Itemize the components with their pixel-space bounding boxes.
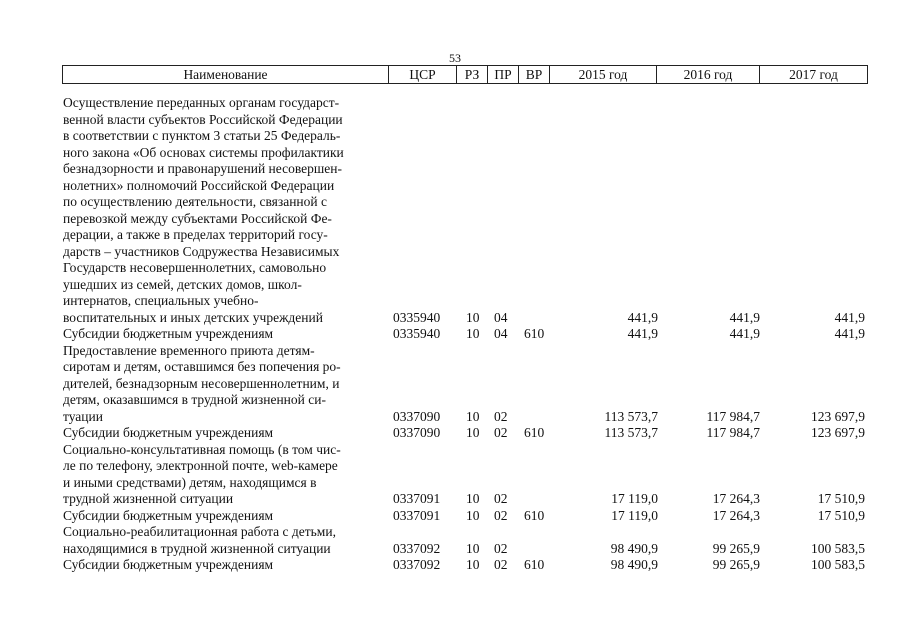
row-pr: 02 [494, 425, 508, 440]
row-name-line: воспитательных и иных детских учреждений [63, 309, 323, 325]
row-name-line: в соответствии с пунктом 3 статьи 25 Федераль- [63, 128, 341, 143]
table-row [0, 442, 905, 508]
row-name-line: и иными средствами) детям, находящимся в [63, 474, 317, 490]
row-2017: 100 583,5 [811, 540, 865, 556]
row-pr: 04 [494, 309, 508, 325]
table-row [0, 508, 905, 525]
row-name-line: сиротам и детям, оставшимся без попечения ро- [63, 359, 341, 374]
row-name-line: перевозкой между субъектами Российской Фе- [63, 210, 332, 226]
row-csr: 0337091 [393, 507, 441, 523]
row-csr: 0337090 [393, 425, 441, 440]
row-2017: 441,9 [834, 326, 865, 341]
table-row [0, 95, 905, 326]
row-name [63, 508, 385, 525]
row-name [63, 524, 385, 557]
row-name [63, 326, 385, 343]
row-name-line: ле по телефону, электронной почте, web-камере [63, 458, 338, 473]
row-name-line: ушедших из семей, детских домов, школ- [63, 276, 302, 292]
row-name [63, 557, 385, 574]
row-csr: 0337092 [393, 540, 441, 556]
row-2016: 99 265,9 [712, 557, 760, 572]
row-2016: 117 984,7 [706, 408, 760, 424]
row-name-line: ного закона «Об основах системы профилактики [63, 144, 344, 160]
row-2015: 113 573,7 [604, 425, 658, 440]
header-csr: ЦСР [388, 66, 456, 83]
row-name-line: Социально-консультативная помощь (в том чис- [63, 441, 341, 457]
row-name-line: находящимися в трудной жизненной ситуации [63, 540, 331, 556]
row-rz: 10 [466, 425, 480, 440]
row-2017: 100 583,5 [811, 557, 865, 572]
row-2015: 17 119,0 [611, 491, 658, 506]
row-name [63, 343, 385, 426]
row-2016: 117 984,7 [706, 425, 760, 440]
row-2015: 441,9 [627, 326, 658, 341]
header-2017: 2017 год [759, 66, 867, 83]
row-2016: 17 264,3 [712, 491, 760, 506]
row-2017: 441,9 [834, 309, 865, 325]
row-vr: 610 [524, 507, 545, 523]
row-pr: 04 [494, 326, 508, 341]
header-2015: 2015 год [549, 66, 656, 83]
row-2016: 441,9 [729, 309, 760, 325]
row-rz: 10 [466, 309, 480, 325]
row-csr: 0335940 [393, 309, 441, 325]
row-name-line: Социально-реабилитационная работа с детьми, [63, 524, 336, 539]
row-2015: 98 490,9 [610, 540, 658, 556]
row-2015: 113 573,7 [604, 408, 658, 424]
row-2015: 441,9 [627, 309, 658, 325]
row-rz: 10 [466, 540, 480, 556]
row-name-line: Субсидии бюджетным учреждениям [63, 557, 274, 572]
row-name-line: по осуществлению деятельности, связанной с [63, 194, 327, 209]
row-pr: 02 [494, 491, 508, 506]
row-rz: 10 [466, 557, 480, 572]
row-vr: 610 [524, 557, 545, 572]
row-2016: 441,9 [729, 326, 760, 341]
row-name-line: туации [63, 408, 103, 424]
table-row [0, 557, 905, 574]
row-2016: 99 265,9 [712, 540, 760, 556]
row-2015: 98 490,9 [610, 557, 658, 572]
row-vr: 610 [524, 425, 545, 440]
row-rz: 10 [466, 326, 480, 341]
row-2016: 17 264,3 [712, 507, 760, 523]
row-pr: 02 [494, 507, 508, 523]
table-row [0, 326, 905, 343]
row-name-line: Субсидии бюджетным учреждениям [63, 326, 274, 341]
row-name-line: детям, оказавшимся в трудной жизненной си- [63, 392, 326, 407]
row-2017: 17 510,9 [817, 507, 865, 523]
row-name-line: трудной жизненной ситуации [63, 491, 234, 506]
row-name [63, 425, 385, 442]
row-name-line: нолетних» полномочий Российской Федерации [63, 177, 335, 193]
header-2016: 2016 год [656, 66, 759, 83]
row-name-line: Осуществление переданных органам государст- [63, 95, 340, 110]
header-rz: РЗ [456, 66, 487, 83]
row-name-line: Предоставление временного приюта детям- [63, 342, 315, 358]
row-name-line: дарств – участников Содружества Независимых [63, 243, 340, 259]
table-header [62, 65, 868, 84]
table-row [0, 425, 905, 442]
row-pr: 02 [494, 408, 508, 424]
row-name-line: дерации, а также в пределах территорий госу- [63, 227, 328, 242]
table-row [0, 343, 905, 426]
row-name [63, 95, 385, 326]
row-name-line: венной власти субъектов Российской Федерации [63, 111, 343, 127]
header-pr: ПР [487, 66, 518, 83]
row-csr: 0337091 [393, 491, 441, 506]
row-pr: 02 [494, 540, 508, 556]
row-csr: 0335940 [393, 326, 441, 341]
row-csr: 0337090 [393, 408, 441, 424]
row-name-line: Государств несовершеннолетних, самовольно [63, 260, 327, 275]
row-name-line: интернатов, специальных учебно- [63, 293, 259, 308]
row-rz: 10 [466, 408, 480, 424]
row-vr: 610 [524, 326, 545, 341]
row-2015: 17 119,0 [611, 507, 658, 523]
row-name-line: дителей, безнадзорным несовершеннолетним, и [63, 375, 340, 391]
row-pr: 02 [494, 557, 508, 572]
header-vr: ВР [518, 66, 549, 83]
row-name-line: Субсидии бюджетным учреждениям [63, 425, 274, 440]
row-rz: 10 [466, 491, 480, 506]
row-2017: 123 697,9 [811, 425, 865, 440]
row-name-line: безнадзорности и правонарушений несовершен- [63, 161, 342, 176]
row-2017: 123 697,9 [811, 408, 865, 424]
row-csr: 0337092 [393, 557, 441, 572]
row-rz: 10 [466, 507, 480, 523]
table-row [0, 524, 905, 557]
page-number: 53 [449, 51, 461, 65]
row-name [63, 442, 385, 508]
row-name-line: Субсидии бюджетным учреждениям [63, 507, 274, 523]
row-2017: 17 510,9 [817, 491, 865, 506]
header-name: Наименование [183, 67, 268, 82]
